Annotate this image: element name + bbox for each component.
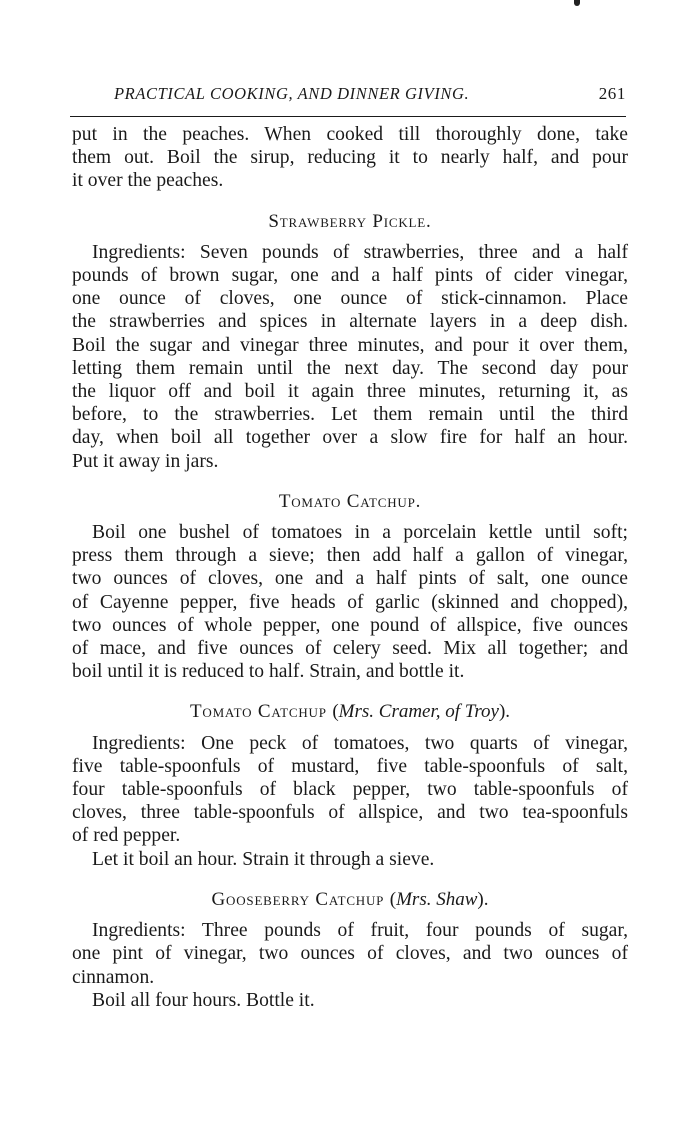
running-head [72,78,628,108]
text-line: four table-spoonfuls of black pepper, two table-spoonfuls of [72,779,628,801]
recipe-paragraph [72,241,628,473]
text-line: two ounces of whole pepper, one pound of allspice, five ounces [72,614,628,636]
text-line: Put it away in jars. [72,450,219,472]
attribution-close-paren: ). [498,701,511,723]
text-line: Ingredients: Three pounds of fruit, four pounds of sugar, [92,920,628,942]
text-line: day, when boil all together over a slow fire for half an hour. [72,427,628,449]
recipe-paragraph [72,919,628,989]
recipe-title-text: Strawberry Pickle. [268,210,432,232]
recipe-attribution: Mrs. Shaw [396,888,478,910]
text-line: boil until it is reduced to half. Strain, and bottle it. [72,661,465,683]
recipe-title-text: Gooseberry Catchup [211,888,385,910]
recipe-attribution: Mrs. Cramer, of Troy [338,701,499,723]
ink-speck [574,0,580,6]
text-line: Boil all four hours. Bottle it. [92,989,315,1011]
text-line: five table-spoonfuls of mustard, five table-spoonfuls of salt, [72,755,628,777]
recipe-title [72,490,628,513]
text-line: of mace, and five ounces of celery seed. Mix all together; and [72,638,628,660]
text-line: Boil one bushel of tomatoes in a porcelain kettle until soft; [92,522,628,544]
page-body [72,123,628,1012]
recipe-paragraph [72,989,628,1012]
text-line: letting them remain until the next day. The second day pour [72,357,628,379]
attribution-open-paren: ( [389,888,397,910]
book-page [72,78,628,1012]
text-line: Boil the sugar and vinegar three minutes, and pour it over them, [72,334,628,356]
text-line: one pint of vinegar, two ounces of cloves, and two ounces of [72,943,628,965]
recipe-title [72,700,628,723]
text-line: Ingredients: One peck of tomatoes, two quarts of vinegar, [92,732,628,754]
recipe-title-text: Tomato Catchup. [278,490,422,512]
text-line: it over the peaches. [72,170,224,192]
text-line: Let it boil an hour. Strain it through a sieve. [92,848,435,870]
text-line: cloves, three table-spoonfuls of allspice, and two tea-spoonfuls [72,802,628,824]
recipe-paragraph [72,732,628,848]
text-line: Ingredients: Seven pounds of strawberries, three and a half [92,241,628,263]
text-line: press them through a sieve; then add half a gallon of vinegar, [72,545,628,567]
text-line: of red pepper. [72,825,181,847]
text-line: before, to the strawberries. Let them remain until the third [72,404,628,426]
attribution-open-paren: ( [332,701,339,723]
text-line: pounds of brown sugar, one and a half pints of cider vinegar, [72,265,628,287]
text-line: put in the peaches. When cooked till thoroughly done, take [72,124,628,145]
text-line: cinnamon. [72,966,155,988]
running-title: PRACTICAL COOKING, AND DINNER GIVING. [114,84,470,103]
text-line: one ounce of cloves, one ounce of stick-cinnamon. Place [72,288,628,310]
attribution-close-paren: ). [477,888,489,910]
text-line: the strawberries and spices in alternate layers in a deep dish. [72,311,628,333]
recipe-title [72,210,628,233]
recipe-title-text: Tomato Catchup [189,701,327,723]
text-line: the liquor off and boil it again three minutes, returning it, as [72,381,628,403]
text-line: two ounces of cloves, one and a half pints of salt, one ounce [72,568,628,590]
header-rule [70,116,626,117]
recipe-paragraph [72,848,628,871]
text-line: of Cayenne pepper, five heads of garlic (skinned and chopped), [72,591,628,613]
text-line: them out. Boil the sirup, reducing it to nearly half, and pour [72,147,628,169]
page-number: 261 [598,84,626,103]
recipe-title [72,888,628,911]
continuation-paragraph [72,123,628,193]
recipe-paragraph [72,521,628,683]
